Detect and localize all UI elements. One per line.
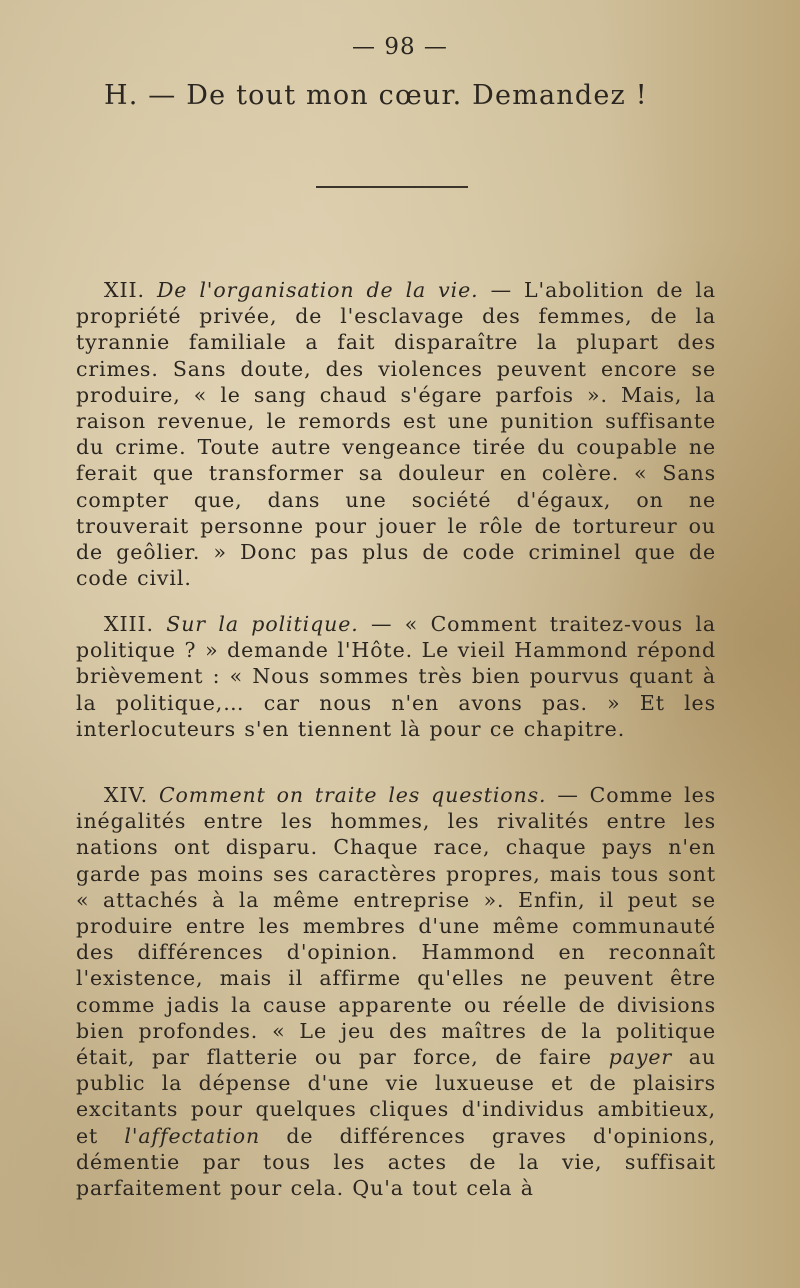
section-title: Sur la politique. xyxy=(166,612,359,636)
section-xiii xyxy=(76,611,716,742)
section-title: Comment on traite les questions. xyxy=(158,783,547,807)
emphasis-affectation: l'affectation xyxy=(124,1123,261,1148)
section-title: De l'organisation de la vie. xyxy=(156,278,479,302)
section-body: — « Comment traitez-vous la politique ? » demande l'Hôte. Le vieil Hammond répond brièvement : « Nous sommes très bien pourvus quant à la politique,… car nous n'en avons pas. » Et les interlocuteurs s'en tiennent là pour ce chapitre. xyxy=(76,612,716,741)
chapter-heading: H. — De tout mon cœur. Demandez ! xyxy=(104,80,648,111)
section-number: XIII. xyxy=(104,612,154,636)
section-number: XII. xyxy=(104,278,145,302)
section-xii xyxy=(76,277,716,591)
section-xiv xyxy=(76,782,716,1201)
section-body: — L'abolition de la propriété privée, de l'esclavage des femmes, de la tyrannie familiale a fait disparaître la plupart des crimes. Sans doute, des violences peuvent encore se produire, « le sang chaud s'égare parfois ». Mais, la raison revenue, le remords est une punition suffisante du crime. Toute autre vengeance tirée du coupable ne ferait que transformer sa douleur en colère. « Sans compter que, dans une société d'égaux, on ne trouverait personne pour jouer le rôle de tortureur ou de geôlier. » Donc pas plus de code criminel que de code civil. xyxy=(76,278,716,591)
section-body: — Comme les inégalités entre les hommes, les rivalités entre les nations ont disparu. Chaque race, chaque pays n'en garde pas moins ses caractères propres, mais tous sont « attachés à la même entreprise ». Enfin, il peut se produire entre les membres d'une même communauté des différences d'opinion. Hammond en reconnaît l'existence, mais il affirme qu'elles ne peuvent être comme jadis la cause apparente ou réelle de divisions bien profondes. « Le jeu des maîtres de la politique était, par flatterie ou par force, de faire xyxy=(76,783,717,1070)
emphasis-payer: payer xyxy=(608,1045,673,1070)
page-number: — 98 — xyxy=(352,34,448,60)
separator-rule xyxy=(316,186,468,188)
section-body-end: de différences graves d'opinions, démentie par tous les actes de la vie, suffisait parfaitement pour cela. Qu'a tout cela à xyxy=(76,1123,717,1201)
section-number: XIV. xyxy=(104,783,149,807)
section-body-continued: au public la dépense d'une vie luxueuse et de plaisirs excitants pour quelques cliques d'individus ambitieux, et xyxy=(76,1045,716,1148)
